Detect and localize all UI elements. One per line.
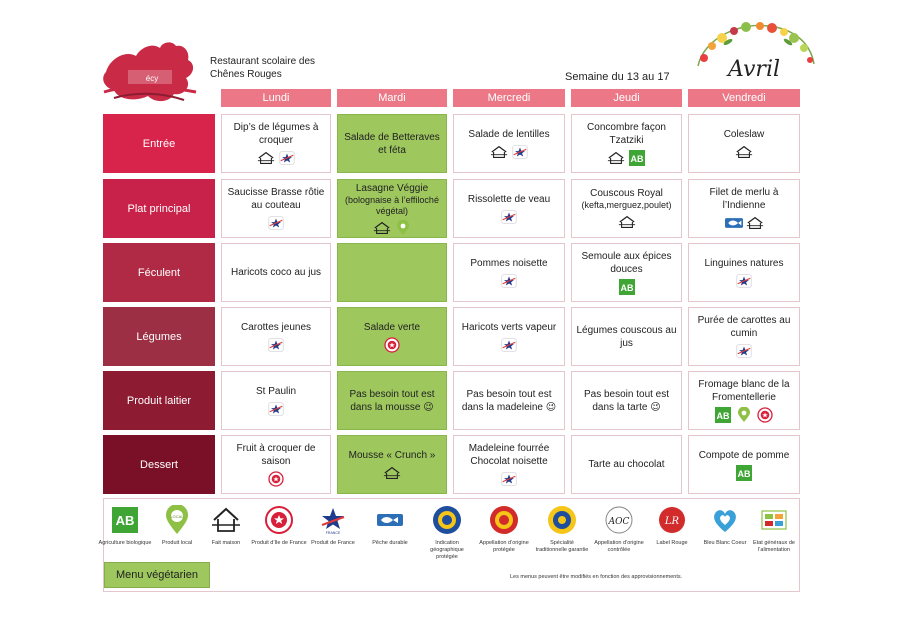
svg-text:LR: LR (664, 516, 680, 527)
dish-name: Lasagne Véggie (355, 182, 429, 194)
svg-text:AB: AB (620, 283, 633, 293)
category-3: Légumes (103, 307, 215, 366)
month-title: Avril (728, 57, 781, 82)
stg-icon (547, 505, 577, 535)
dish-labels (267, 215, 285, 231)
dish-labels (383, 337, 401, 353)
restaurant-name-line1: Restaurant scolaire des (210, 56, 316, 67)
dish-name: Pas besoin tout est dans la mousse 😉 (349, 388, 435, 413)
menu-cell (337, 243, 447, 302)
dish-name: Salade de Betteraves et féta (344, 131, 440, 156)
house-icon (257, 150, 275, 166)
legend-item (251, 505, 307, 547)
dish-name: Haricots verts vapeur (461, 321, 557, 333)
legend-label: Spécialité traditionnelle garantie (535, 540, 589, 553)
french-product-icon (267, 401, 285, 417)
local-icon (735, 407, 753, 423)
idf-icon (267, 471, 285, 487)
house-icon (373, 220, 391, 236)
category-5: Dessert (103, 435, 215, 494)
msc-icon (725, 215, 743, 231)
ab-icon (110, 505, 140, 535)
dish-labels (618, 214, 636, 230)
legend-label: Label Rouge (656, 540, 688, 546)
logo-text: écy (145, 74, 159, 83)
legend-label: Etat généraux de l’alimentation (753, 540, 795, 553)
french-product-icon (511, 144, 529, 160)
egalim-icon (759, 505, 789, 535)
ab-icon (714, 407, 732, 423)
french-product-icon (318, 505, 348, 535)
house-icon (746, 215, 764, 231)
legend-item (476, 505, 532, 554)
dish-name: Rissolette de veau (467, 193, 551, 205)
french-product-icon (500, 337, 518, 353)
menu-cell (337, 371, 447, 430)
menu-cell (571, 435, 682, 494)
menu-cell (688, 243, 800, 302)
legend-item (534, 505, 590, 554)
legend-item (697, 505, 753, 547)
label-rouge-icon (657, 505, 687, 535)
legend-item (305, 505, 361, 547)
menu-cell (337, 307, 447, 366)
vegetarian-menu-key: Menu végétarien (104, 562, 210, 588)
svg-text:LOCAL: LOCAL (170, 514, 184, 519)
dish-name: Dip’s de légumes à croquer (233, 122, 319, 146)
day-header-mercredi: Mercredi (453, 89, 565, 107)
legend-label: Appellation d’origine protégée (479, 540, 529, 553)
dish-name: Haricots coco au jus (230, 267, 322, 278)
dish-name: Semoule aux épices douces (581, 251, 672, 275)
dish-name: Concombre façon Tzatziki (587, 122, 666, 146)
dish-labels (618, 279, 636, 295)
dish-name: Saucisse Brasse rôtie au couteau (227, 187, 325, 211)
legend-item (198, 505, 254, 547)
dish-name: Légumes couscous au jus (576, 324, 677, 349)
legend-item (644, 505, 700, 547)
menu-cell (453, 371, 565, 430)
house-icon (618, 214, 636, 230)
french-product-icon (267, 215, 285, 231)
menu-cell (221, 307, 331, 366)
dish-name: Linguines natures (704, 257, 784, 269)
dish-labels (257, 150, 296, 166)
category-1: Plat principal (103, 179, 215, 238)
dish-labels (383, 465, 401, 481)
dish-labels (500, 471, 518, 487)
category-4: Produit laitier (103, 371, 215, 430)
svg-text:AB: AB (630, 154, 644, 164)
dish-labels (607, 150, 646, 166)
dish-labels (267, 337, 285, 353)
legend-item (97, 505, 153, 547)
menu-cell (221, 243, 331, 302)
dish-labels (373, 220, 412, 236)
legend-label: Appellation d’origine contrôlée (594, 540, 644, 553)
igp-icon (432, 505, 462, 535)
house-icon (735, 144, 753, 160)
menu-cell (221, 179, 331, 238)
house-icon (607, 150, 625, 166)
menu-cell (571, 114, 682, 173)
french-product-icon (735, 343, 753, 359)
dish-name: Pommes noisette (470, 257, 548, 269)
ab-icon (618, 279, 636, 295)
menu-cell (337, 114, 447, 173)
menu-cell (453, 179, 565, 238)
legend-item (746, 505, 802, 554)
menu-cell (453, 307, 565, 366)
dish-labels (735, 343, 753, 359)
category-0: Entrée (103, 114, 215, 173)
legend-label: Fait maison (211, 540, 241, 546)
dish-labels (735, 273, 753, 289)
restaurant-logo (100, 40, 200, 108)
menu-change-note: Les menus peuvent être modifiés en fonction des approvisionnements. (510, 574, 683, 580)
dish-labels (725, 215, 764, 231)
bleu-blanc-coeur-icon (710, 505, 740, 535)
dish-labels (500, 209, 518, 225)
menu-cell (453, 243, 565, 302)
dish-name: Compote de pomme (698, 449, 790, 461)
menu-cell (221, 114, 331, 173)
day-header-lundi: Lundi (221, 89, 331, 107)
menu-cell (453, 114, 565, 173)
dish-labels (490, 144, 529, 160)
dish-labels (735, 144, 753, 160)
menu-cell (571, 307, 682, 366)
menu-cell (337, 179, 447, 238)
dish-labels (735, 465, 753, 481)
house-icon (383, 465, 401, 481)
dish-detail: (kefta,merguez,poulet) (581, 200, 672, 210)
menu-cell (571, 371, 682, 430)
dish-name: Salade de lentilles (468, 128, 550, 140)
svg-text:FRANCE: FRANCE (325, 531, 341, 535)
aop-icon (489, 505, 519, 535)
dish-name: Coleslaw (723, 128, 765, 140)
menu-cell (688, 371, 800, 430)
menu-cell (571, 179, 682, 238)
svg-text:AB: AB (115, 513, 135, 528)
legend-label: Agriculture biologique (98, 540, 152, 546)
french-product-icon (267, 337, 285, 353)
restaurant-name (210, 55, 315, 81)
menu-cell (688, 435, 800, 494)
menu-cell (337, 435, 447, 494)
legend-item (362, 505, 418, 547)
menu-cell (221, 371, 331, 430)
dish-name: Fruit à croquer de saison (236, 443, 316, 467)
dish-name: Pas besoin tout est dans la madeleine 😉 (461, 388, 557, 413)
legend-item (149, 505, 205, 547)
menu-cell (453, 435, 565, 494)
idf-icon (264, 505, 294, 535)
menu-cell (688, 307, 800, 366)
legend-label: Pêche durable (372, 540, 408, 546)
french-product-icon (735, 273, 753, 289)
ab-icon (735, 465, 753, 481)
legend-item (419, 505, 475, 561)
menu-cell (688, 179, 800, 238)
dish-name: Mousse « Crunch » (348, 449, 436, 461)
french-product-icon (278, 150, 296, 166)
dish-labels (267, 471, 285, 487)
dish-name: Tarte au chocolat (588, 459, 665, 470)
aoc-icon (604, 505, 634, 535)
legend-item (591, 505, 647, 554)
menu-cell (688, 114, 800, 173)
legend-label: Bleu Blanc Coeur (703, 540, 747, 546)
legend-label: Indication géographique protégée (430, 540, 464, 560)
menu-cell (221, 435, 331, 494)
ab-icon (628, 150, 646, 166)
local-icon (162, 505, 192, 535)
day-header-mardi: Mardi (337, 89, 447, 107)
menu-cell (571, 243, 682, 302)
local-icon (394, 220, 412, 236)
dish-detail: (bolognaise à l’effiloché végétal) (345, 194, 439, 216)
french-product-icon (500, 209, 518, 225)
dish-name: Couscous Royal (590, 188, 663, 199)
dish-name: Carottes jeunes (240, 321, 312, 333)
svg-text:AB: AB (737, 468, 751, 479)
msc-icon (375, 505, 405, 535)
day-header-jeudi: Jeudi (571, 89, 682, 107)
french-product-icon (500, 471, 518, 487)
svg-text:AB: AB (716, 411, 730, 421)
dish-labels (500, 337, 518, 353)
restaurant-name-line2: Chênes Rouges (210, 69, 282, 80)
dish-name: Salade verte (363, 321, 421, 333)
dish-name: Madeleine fourrée Chocolat noisette (468, 443, 550, 467)
dish-name: Purée de carottes au cumin (697, 315, 791, 339)
dish-name: Filet de merlu à l’Indienne (709, 187, 779, 211)
week-label: Semaine du 13 au 17 (565, 71, 670, 83)
legend-label: Produit local (161, 540, 193, 546)
svg-text:AOC: AOC (608, 517, 630, 527)
dish-labels (714, 407, 774, 423)
dish-labels (500, 273, 518, 289)
dish-name: St Paulin (255, 385, 297, 397)
dish-name: Pas besoin tout est dans la tarte 😉 (583, 388, 670, 413)
idf-icon (383, 337, 401, 353)
legend-label: Produit de France (311, 540, 355, 546)
idf-icon (756, 407, 774, 423)
house-icon (211, 505, 241, 535)
category-2: Féculent (103, 243, 215, 302)
dish-name: Fromage blanc de la Fromentellerie (698, 379, 790, 403)
legend-label: Produit d’Ile de France (251, 540, 307, 546)
day-header-vendredi: Vendredi (688, 89, 800, 107)
house-icon (490, 144, 508, 160)
french-product-icon (500, 273, 518, 289)
dish-labels (267, 401, 285, 417)
